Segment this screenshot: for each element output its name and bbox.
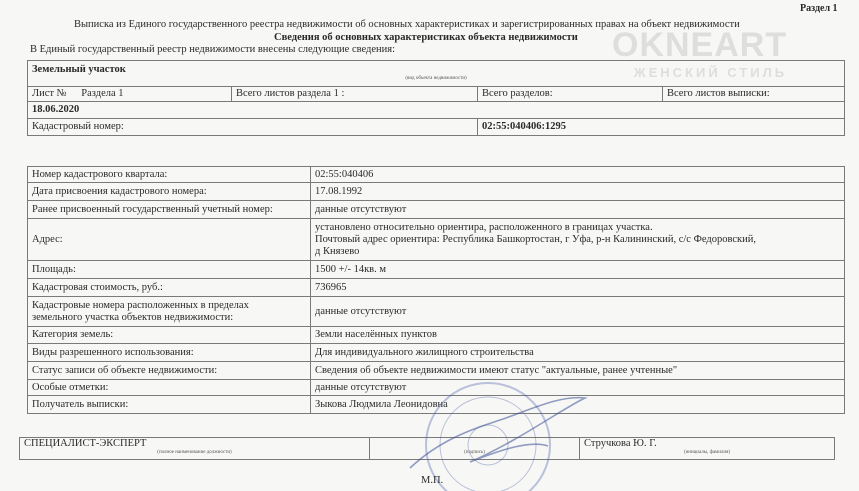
address-line: установлено относительно ориентира, расположенного в границах участка. bbox=[315, 221, 653, 233]
document-title: Сведения об основных характеристиках объекта недвижимости bbox=[274, 32, 578, 43]
row-value: Зыкова Людмила Леонидовна bbox=[311, 396, 845, 414]
sheet-number: Лист № bbox=[32, 88, 67, 99]
sheet-row bbox=[28, 87, 845, 102]
cadastral-label: Кадастровый номер: bbox=[28, 119, 478, 136]
row-value: 736965 bbox=[311, 279, 845, 297]
row-label bbox=[28, 297, 311, 327]
signature-table bbox=[19, 437, 835, 460]
address-line: Почтовый адрес ориентира: Республика Башкортостан, г Уфа, р-н Калининский, с/с Федоровский, bbox=[315, 233, 757, 245]
row-value: данные отсутствуют bbox=[311, 297, 845, 327]
row-label: Площадь: bbox=[28, 261, 311, 279]
table-row bbox=[28, 279, 845, 297]
total-extract-sheets: Всего листов выписки: bbox=[663, 87, 845, 102]
row-value: 17.08.1992 bbox=[311, 183, 845, 201]
row-label: Номер кадастрового квартала: bbox=[28, 167, 311, 183]
sheet-section: Раздела 1 bbox=[81, 88, 124, 99]
section-label: Раздел 1 bbox=[800, 3, 838, 14]
object-header-table bbox=[27, 60, 845, 136]
row-label: Особые отметки: bbox=[28, 380, 311, 396]
table-row bbox=[28, 362, 845, 380]
table-row bbox=[28, 396, 845, 414]
address-cell bbox=[311, 219, 845, 261]
watermark-subtitle: ЖЕНСКИЙ СТИЛЬ bbox=[633, 65, 788, 80]
row-value: данные отсутствуют bbox=[311, 201, 845, 219]
document-header: Выписка из Единого государственного реестра недвижимости об основных характеристиках и зарегистрированных правах на объект недвижимости bbox=[74, 19, 740, 30]
row-value: Земли населённых пунктов bbox=[311, 327, 845, 344]
extract-date: 18.06.2020 bbox=[28, 102, 845, 119]
table-row bbox=[28, 201, 845, 219]
total-section-sheets: Всего листов раздела 1 : bbox=[232, 87, 478, 102]
row-value: Сведения об объекте недвижимости имеют статус "актуальные, ранее учтенные" bbox=[311, 362, 845, 380]
table-row bbox=[28, 327, 845, 344]
row-label: Адрес: bbox=[28, 219, 311, 261]
cadastral-value: 02:55:040406:1295 bbox=[478, 119, 845, 136]
name-caption: (инициалы, фамилия) bbox=[683, 450, 731, 455]
table-row bbox=[28, 344, 845, 362]
row-label: Виды разрешенного использования: bbox=[28, 344, 311, 362]
object-type: Земельный участок bbox=[32, 64, 126, 75]
object-type-caption: (вид объекта недвижимости) bbox=[405, 76, 467, 81]
specialist-name: Стручкова Ю. Г. bbox=[584, 438, 657, 449]
row-label: Статус записи об объекте недвижимости: bbox=[28, 362, 311, 380]
table-row bbox=[28, 219, 845, 261]
table-row bbox=[28, 167, 845, 183]
row-value: данные отсутствуют bbox=[311, 380, 845, 396]
row-label: Получатель выписки: bbox=[28, 396, 311, 414]
characteristics-table bbox=[27, 166, 845, 414]
row-label-line: земельного участка объектов недвижимости: bbox=[32, 311, 234, 323]
object-type-row bbox=[28, 61, 845, 87]
address-line: д Князево bbox=[315, 245, 360, 257]
row-value: 1500 +/- 14кв. м bbox=[311, 261, 845, 279]
row-label: Кадастровая стоимость, руб.: bbox=[28, 279, 311, 297]
row-value: Для индивидуального жилищного строительства bbox=[311, 344, 845, 362]
table-row bbox=[28, 261, 845, 279]
position-title: СПЕЦИАЛИСТ-ЭКСПЕРТ bbox=[24, 438, 147, 449]
row-label: Дата присвоения кадастрового номера: bbox=[28, 183, 311, 201]
table-row bbox=[28, 380, 845, 396]
position-cell bbox=[20, 438, 370, 460]
row-label-line: Кадастровые номера расположенных в пределах bbox=[32, 299, 249, 311]
row-label: Категория земель: bbox=[28, 327, 311, 344]
table-row bbox=[28, 183, 845, 201]
signature-caption: (подпись) bbox=[464, 450, 485, 455]
watermark-brand: OKNEART bbox=[612, 26, 788, 64]
position-caption: (полное наименование должности) bbox=[157, 450, 232, 455]
intro-text: В Единый государственный реестр недвижимости внесены следующие сведения: bbox=[30, 44, 396, 55]
sheet-number-cell bbox=[28, 87, 232, 102]
row-value: 02:55:040406 bbox=[311, 167, 845, 183]
stamp-mark: М.П. bbox=[421, 475, 444, 486]
row-label: Ранее присвоенный государственный учетный номер: bbox=[28, 201, 311, 219]
signature-row bbox=[20, 438, 835, 460]
total-sections: Всего разделов: bbox=[478, 87, 663, 102]
object-type-cell bbox=[28, 61, 845, 87]
date-row bbox=[28, 102, 845, 119]
signature-cell bbox=[370, 438, 580, 460]
table-row bbox=[28, 297, 845, 327]
name-cell bbox=[580, 438, 835, 460]
cadastral-row bbox=[28, 119, 845, 136]
